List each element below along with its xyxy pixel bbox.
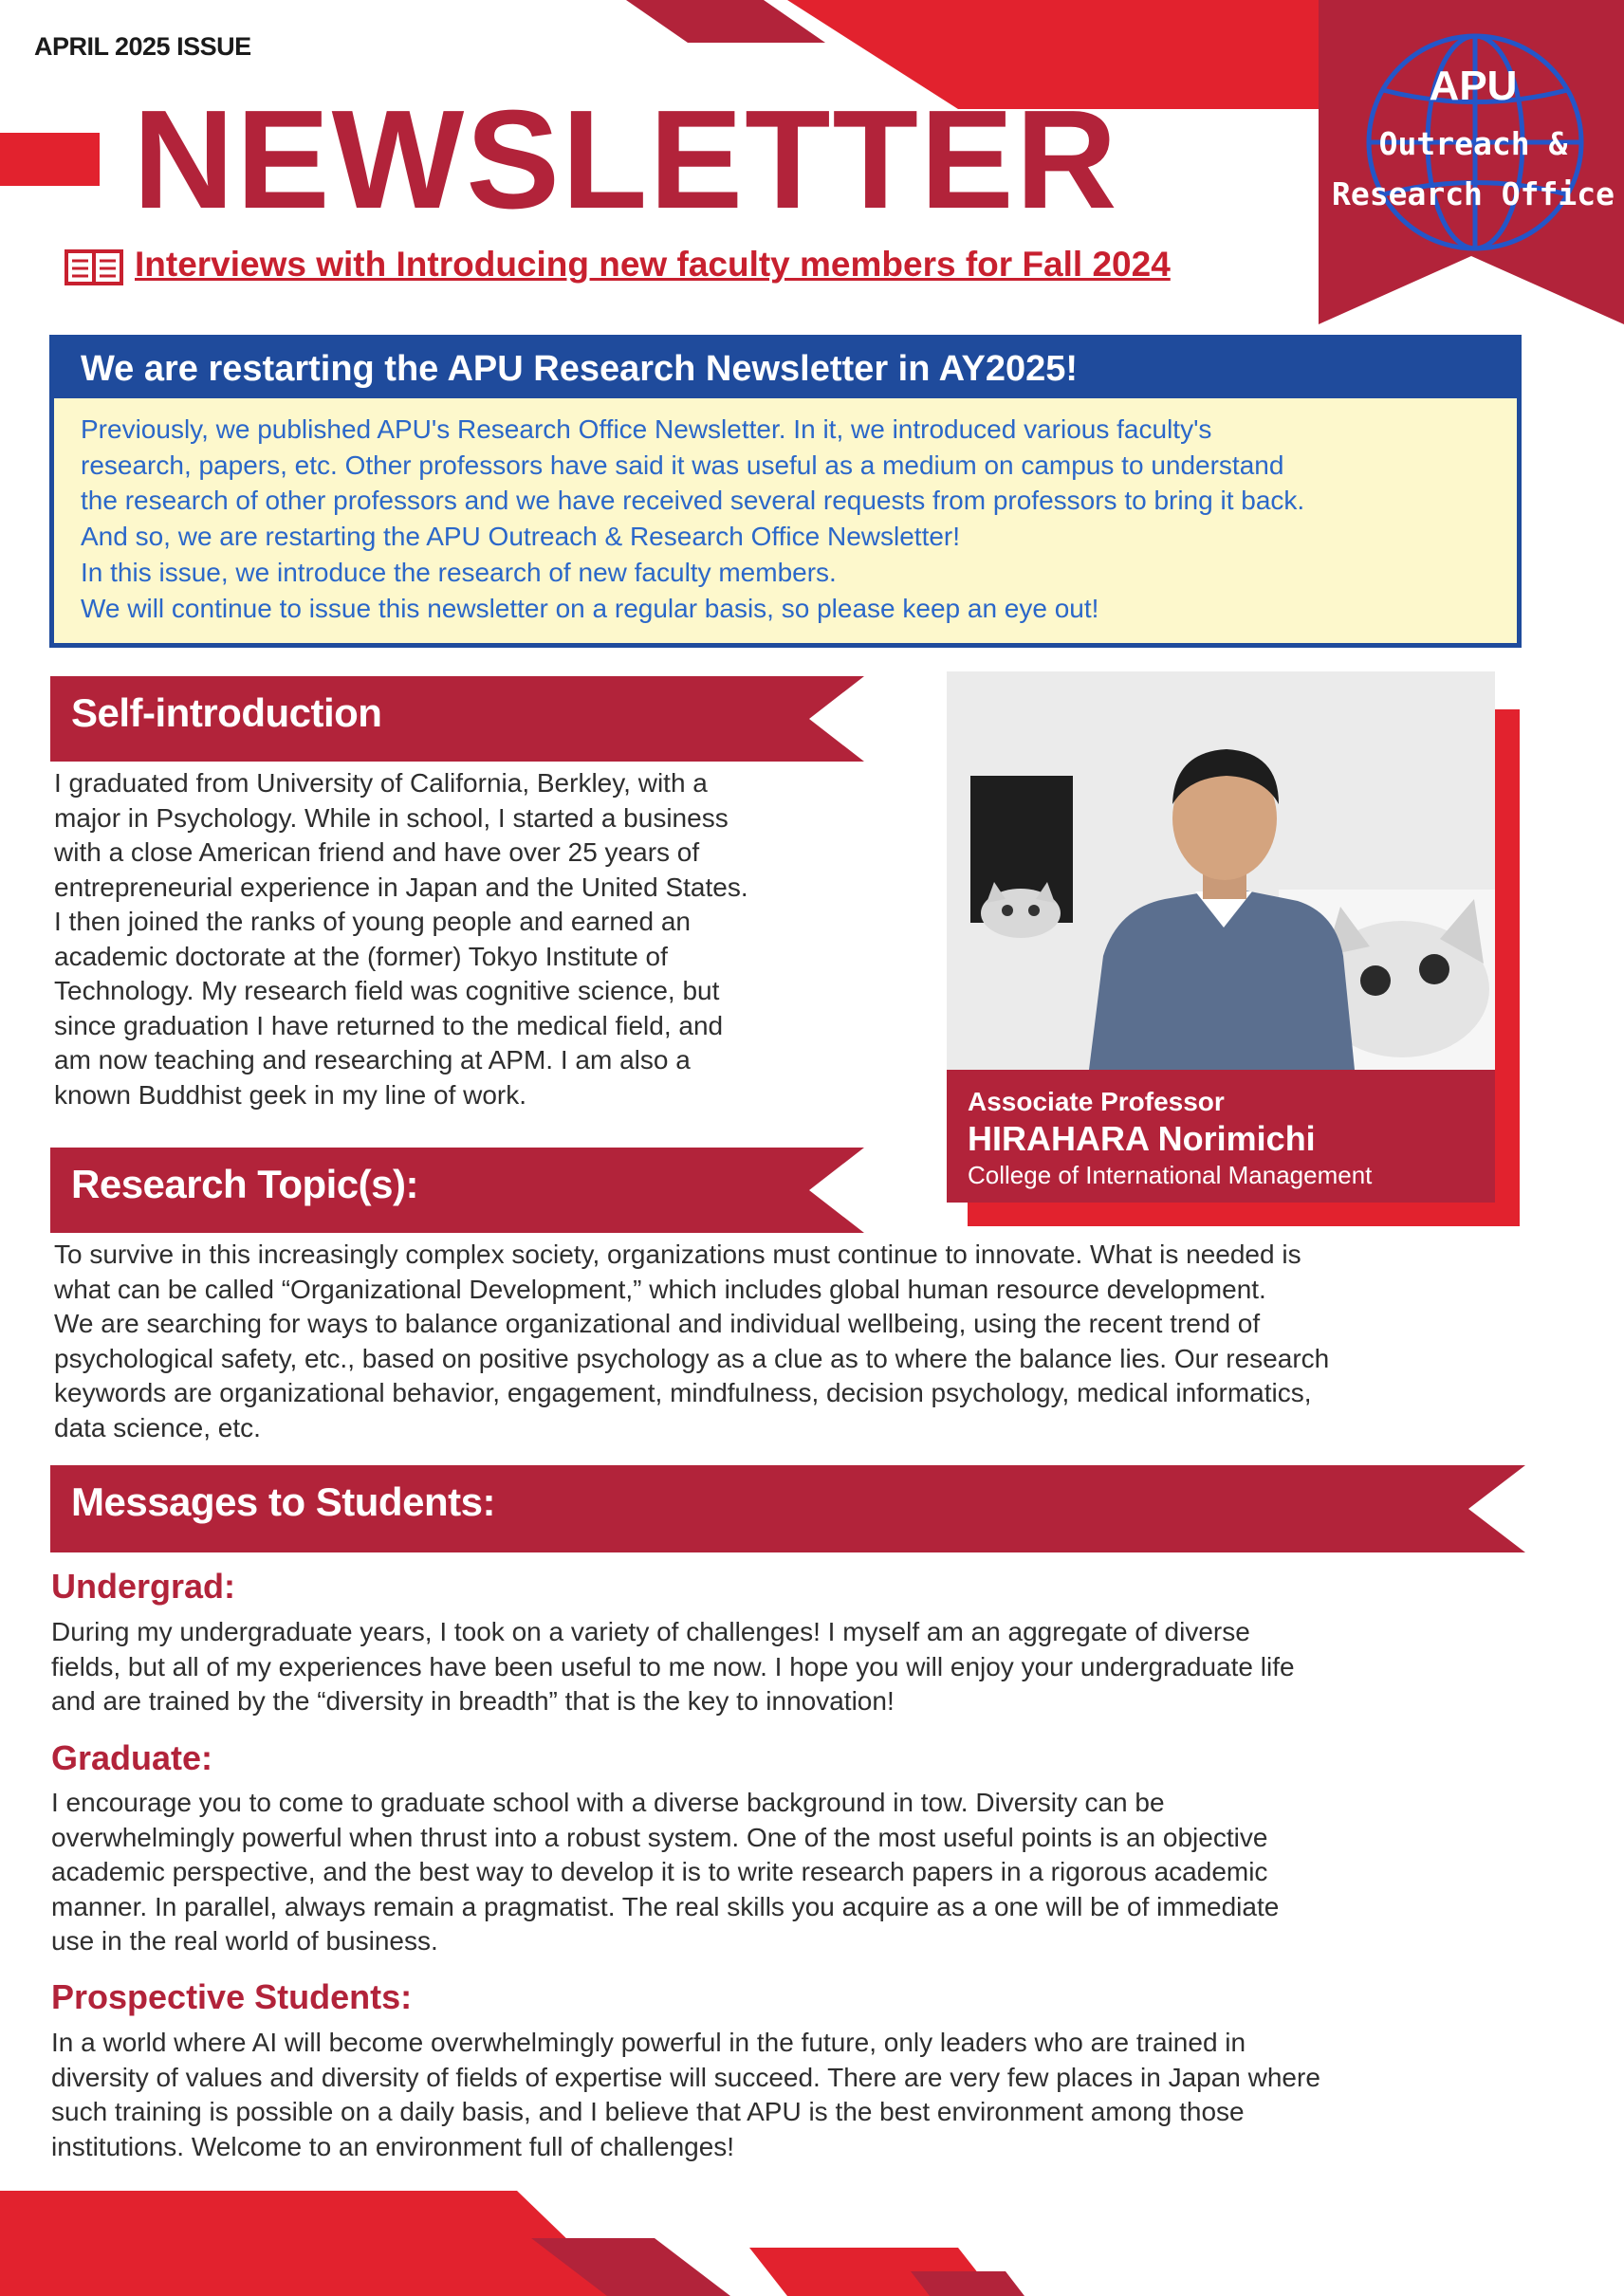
logo-line3: Research Office	[1331, 175, 1615, 212]
bottom-decoration	[0, 2181, 1624, 2296]
profile-name: HIRAHARA Norimichi	[968, 1119, 1316, 1158]
issue-label: APRIL 2025 ISSUE	[34, 32, 251, 61]
text-line: since graduation I have returned to the medical field, and	[54, 1010, 724, 1040]
text-line: During my undergraduate years, I took on a variety of challenges! I myself am an aggregate of diverse	[51, 1617, 1250, 1646]
prospective-text	[51, 2026, 1550, 2164]
section-research-topics	[50, 1148, 864, 1233]
undergrad-text	[51, 1615, 1550, 1719]
research-text	[54, 1238, 1534, 1445]
graduate-text	[51, 1786, 1550, 1959]
page-title: NEWSLETTER	[133, 82, 1119, 238]
text-line: use in the real world of business.	[51, 1926, 438, 1956]
text-line: academic perspective, and the best way to develop it is to write research papers in a rigorous academic	[51, 1857, 1268, 1886]
notice-box	[49, 335, 1522, 648]
notice-line: research, papers, etc. Other professors have said it was useful as a medium on campus to understand	[81, 450, 1284, 480]
notice-heading: We are restarting the APU Research Newsletter in AY2025!	[54, 340, 1517, 398]
text-line: To survive in this increasingly complex society, organizations must continue to innovate. What is needed is	[54, 1240, 1301, 1269]
self-intro-text	[54, 766, 908, 1112]
text-line: fields, but all of my experiences have been useful to me now. I hope you will enjoy your undergraduate life	[51, 1651, 1295, 1681]
text-line: what can be called “Organizational Development,” which includes global human resource development.	[54, 1274, 1266, 1304]
graduate-heading: Graduate:	[51, 1738, 213, 1777]
text-line: I graduated from University of California, Berkley, with a	[54, 768, 708, 798]
notice-body	[54, 398, 1517, 626]
notice-line: the research of other professors and we have received several requests from professors to bring it back.	[81, 486, 1305, 516]
text-line: overwhelmingly powerful when thrust into a robust system. One of the most useful points is an objective	[51, 1822, 1268, 1852]
text-line: major in Psychology. While in school, I started a business	[54, 802, 729, 833]
profile-position: Associate Professor	[968, 1087, 1225, 1116]
section-messages	[50, 1465, 1525, 1552]
text-line: academic doctorate at the (former) Tokyo Institute of	[54, 941, 668, 971]
text-line: diversity of values and diversity of fields of expertise will succeed. There are very few places in Japan where	[51, 2062, 1320, 2092]
notice-line: Previously, we published APU's Research Office Newsletter. In it, we introduced various faculty's	[81, 414, 1212, 444]
text-line: and are trained by the “diversity in breadth” that is the key to innovation!	[51, 1686, 895, 1716]
text-line: manner. In parallel, always remain a pragmatist. The real skills you acquire as a one will be of immediate	[51, 1891, 1280, 1921]
left-bar	[0, 133, 100, 186]
text-line: such training is possible on a daily basis, and I believe that APU is the best environment among those	[51, 2097, 1245, 2126]
notice-line: We will continue to issue this newsletter on a regular basis, so please keep an eye out!	[81, 593, 1099, 623]
profile-college: College of International Management	[968, 1161, 1373, 1189]
text-line: In a world where AI will become overwhelmingly powerful in the future, only leaders who are trained in	[51, 2028, 1246, 2057]
text-line: Technology. My research field was cognitive science, but	[54, 976, 720, 1005]
section-heading: Research Topic(s):	[71, 1162, 418, 1206]
text-line: keywords are organizational behavior, engagement, mindfulness, decision psychology, medical informatics,	[54, 1378, 1312, 1407]
text-line: with a close American friend and have over 25 years of	[54, 837, 700, 867]
section-heading: Self-introduction	[71, 690, 382, 735]
text-line: entrepreneurial experience in Japan and the United States.	[54, 872, 748, 902]
text-line: I encourage you to come to graduate school with a diverse background in tow. Diversity can be	[51, 1788, 1165, 1817]
subtitle-link[interactable]	[65, 245, 1171, 285]
notice-line: And so, we are restarting the APU Outreach & Research Office Newsletter!	[81, 522, 961, 552]
notice-line: In this issue, we introduce the research of new faculty members.	[81, 557, 837, 587]
section-heading: Messages to Students:	[71, 1479, 495, 1524]
text-line: data science, etc.	[54, 1412, 261, 1442]
text-line: We are searching for ways to balance organizational and individual wellbeing, using the recent trend of	[54, 1309, 1261, 1338]
apu-logo-banner	[1319, 0, 1624, 324]
text-line: am now teaching and researching at APM. I am also a	[54, 1045, 691, 1075]
logo-apu: APU	[1429, 63, 1518, 109]
text-line: psychological safety, etc., based on positive psychology as a clue as to where the balance lies. Our research	[54, 1343, 1330, 1373]
text-line: known Buddhist geek in my line of work.	[54, 1079, 527, 1110]
subtitle-text: Interviews with Introducing new faculty members for Fall 2024	[135, 245, 1171, 284]
text-line: I then joined the ranks of young people and earned an	[54, 907, 691, 936]
profile-caption	[947, 1070, 1495, 1203]
top-stripe-dark	[626, 0, 825, 43]
text-line: institutions. Welcome to an environment full of challenges!	[51, 2131, 735, 2161]
logo-line2: Outreach &	[1378, 125, 1568, 162]
section-self-introduction	[50, 676, 864, 762]
prospective-heading: Prospective Students:	[51, 1977, 413, 2016]
book-icon	[65, 248, 123, 285]
undergrad-heading: Undergrad:	[51, 1567, 236, 1606]
